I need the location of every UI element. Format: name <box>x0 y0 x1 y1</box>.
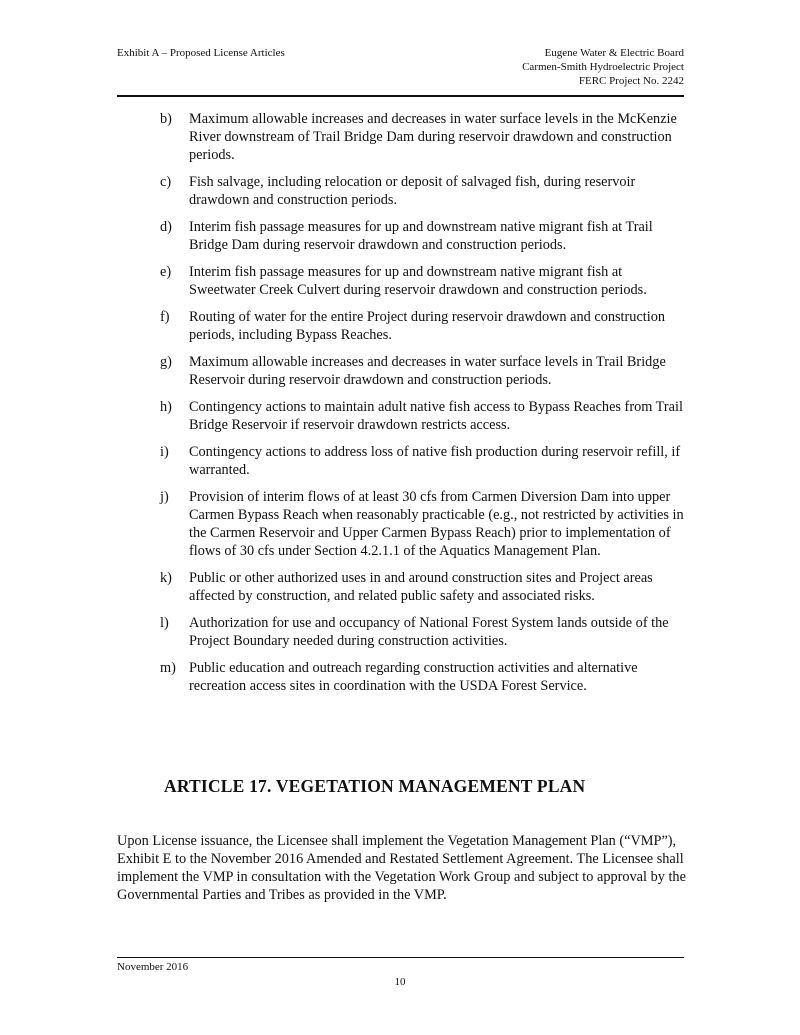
list-item <box>160 173 690 209</box>
measures-list <box>160 110 690 704</box>
page-number: 10 <box>394 976 406 988</box>
list-item <box>160 110 690 164</box>
list-marker: l) <box>160 615 169 631</box>
list-item-text: Routing of water for the entire Project during reservoir drawdown and construction periods, including Bypass Reaches. <box>189 309 666 343</box>
list-marker: i) <box>160 444 169 460</box>
list-item <box>160 443 690 479</box>
header-project-info <box>522 46 684 88</box>
header-ferc-number: FERC Project No. 2242 <box>578 75 684 87</box>
list-marker: g) <box>160 354 172 370</box>
article-body: Upon License issuance, the Licensee shall implement the Vegetation Management Plan (“VMP”), Exhibit E to the November 2016 Amended and Restated Settlement Agreement. The Licensee shall implement the VMP in consultation with the Vegetation Work Group and subject to approval by the Governmental Parties and Tribes as provided in the VMP. <box>117 833 686 903</box>
list-item <box>160 263 690 299</box>
list-marker: f) <box>160 309 170 325</box>
header-project: Carmen-Smith Hydroelectric Project <box>522 61 684 73</box>
header-divider <box>117 95 684 97</box>
footer-divider <box>117 957 684 958</box>
list-marker: k) <box>160 570 172 586</box>
list-item <box>160 218 690 254</box>
list-item-text: Interim fish passage measures for up and downstream native migrant fish at Sweetwater Creek Culvert during reservoir drawdown and construction periods. <box>189 264 647 298</box>
list-marker: j) <box>160 489 169 505</box>
list-item-text: Contingency actions to maintain adult native fish access to Bypass Reaches from Trail Bridge Reservoir if reservoir drawdown restricts access. <box>189 399 683 433</box>
list-item-text: Contingency actions to address loss of native fish production during reservoir refill, if warranted. <box>189 444 681 478</box>
list-item-text: Fish salvage, including relocation or deposit of salvaged fish, during reservoir drawdown and construction periods. <box>189 174 636 208</box>
list-item <box>160 353 690 389</box>
list-item-text: Interim fish passage measures for up and downstream native migrant fish at Trail Bridge Dam during reservoir drawdown and construction periods. <box>189 219 653 253</box>
list-item-text: Public or other authorized uses in and around construction sites and Project areas affected by construction, and related public safety and associated risks. <box>189 570 653 604</box>
list-item-text: Maximum allowable increases and decreases in water surface levels in Trail Bridge Reservoir during reservoir drawdown and construction periods. <box>189 354 666 388</box>
list-marker: c) <box>160 174 172 190</box>
list-item-text: Maximum allowable increases and decreases in water surface levels in the McKenzie River downstream of Trail Bridge Dam during reservoir drawdown and construction periods. <box>189 111 677 163</box>
list-marker: e) <box>160 264 172 280</box>
list-item <box>160 488 690 560</box>
article-heading: ARTICLE 17. VEGETATION MANAGEMENT PLAN <box>164 776 586 796</box>
list-marker: b) <box>160 111 172 127</box>
list-marker: h) <box>160 399 172 415</box>
list-item <box>160 569 690 605</box>
list-item <box>160 659 690 695</box>
list-marker: d) <box>160 219 172 235</box>
list-marker: m) <box>160 660 176 676</box>
footer-date: November 2016 <box>117 961 189 973</box>
list-item <box>160 308 690 344</box>
list-item <box>160 614 690 650</box>
list-item-text: Authorization for use and occupancy of National Forest System lands outside of the Project Boundary needed during construction activities. <box>189 615 669 649</box>
header-exhibit-title: Exhibit A – Proposed License Articles <box>117 47 285 59</box>
list-item <box>160 398 690 434</box>
list-item-text: Provision of interim flows of at least 30 cfs from Carmen Diversion Dam into upper Carmen Bypass Reach when reasonably practicable (e.g., not restricted by activities in the Carmen Reservoir and Upper Carmen Bypass Reach) prior to implementation of flows of 30 cfs under Section 4.2.1.1 of the Aquatics Management Plan. <box>189 489 684 559</box>
list-item-text: Public education and outreach regarding construction activities and alternative recreation access sites in coordination with the USDA Forest Service. <box>189 660 638 694</box>
header-org: Eugene Water & Electric Board <box>544 47 684 59</box>
